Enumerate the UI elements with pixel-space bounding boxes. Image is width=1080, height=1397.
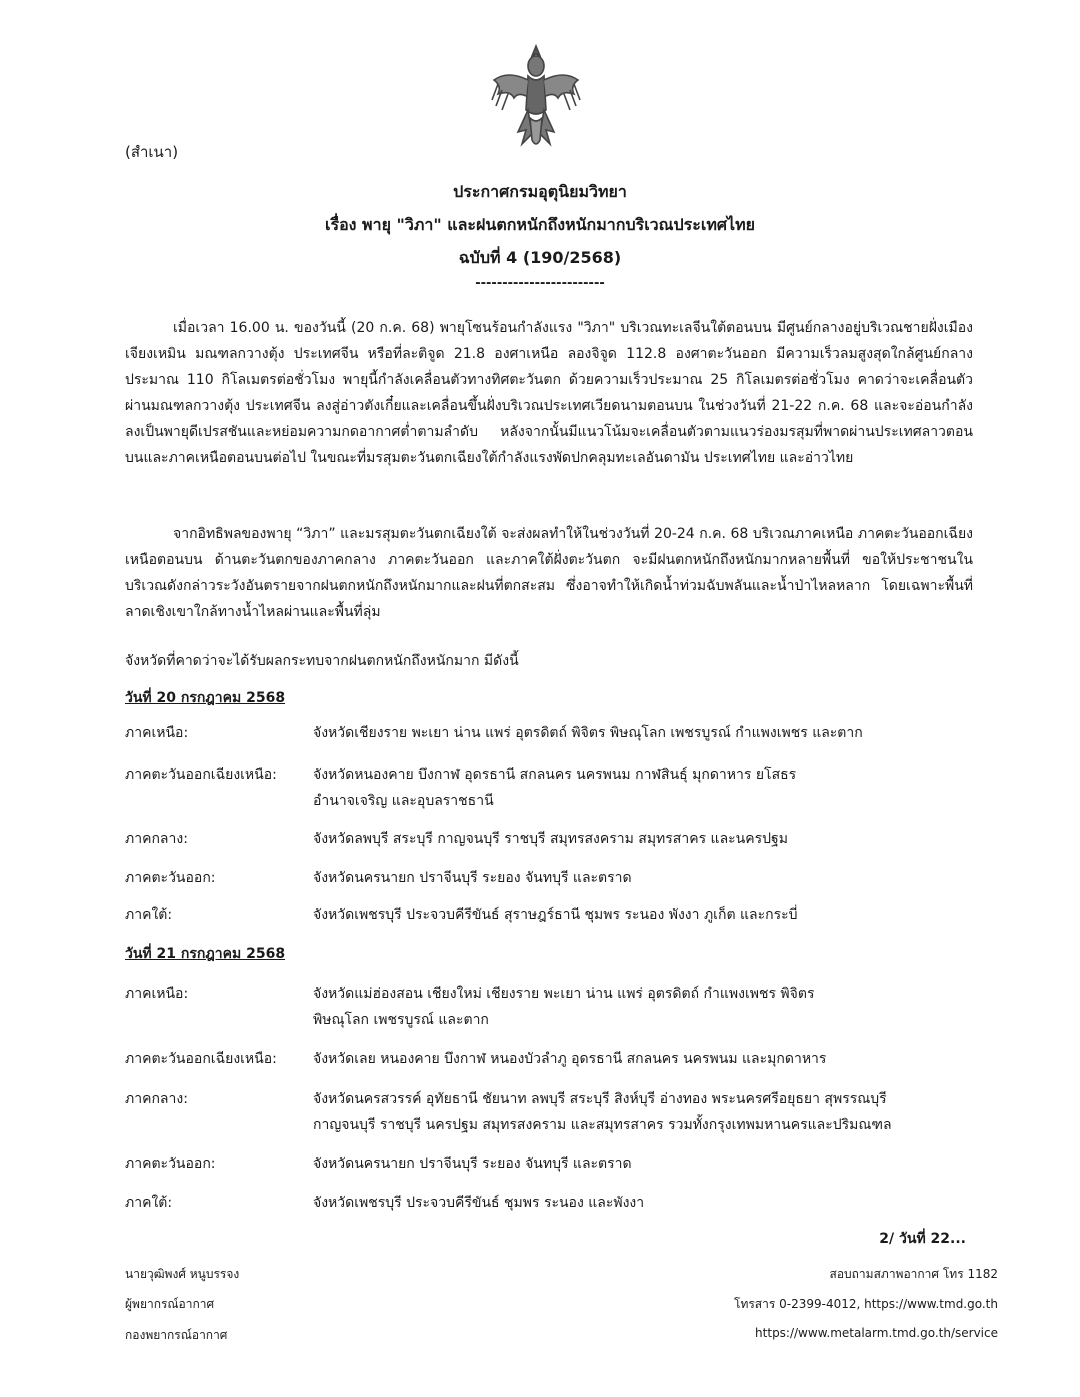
region-name: ภาคตะวันออกเฉียงเหนือ: [125,1051,277,1067]
region-name: ภาคตะวันออกเฉียงเหนือ: [125,767,277,783]
contact-fax-website[interactable]: โทรสาร 0-2399-4012, https://www.tmd.go.th [734,1297,998,1311]
province-list: จังหวัดหนองคาย บึงกาฬ อุดรธานี สกลนคร นครพนม กาฬสินธุ์ มุกดาหาร ยโสธร [313,767,797,783]
region-row [125,720,985,746]
province-list-intro: จังหวัดที่คาดว่าจะได้รับผลกระทบจากฝนตกหนักถึงหนักมาก มีดังนี้ [125,653,519,669]
region-row [125,1151,985,1177]
province-list-continued: พิษณุโลก เพชรบูรณ์ และตาก [313,1012,489,1028]
paragraph-rain-impact: จากอิทธิพลของพายุ “วิภา” และมรสุมตะวันตกเฉียงใต้ จะส่งผลทำให้ในช่วงวันที่ 20-24 ก.ค. 68 บริเวณภาคเหนือ ภาคตะวันออกเฉียงเหนือตอนบน ด้านตะวันตกของภาคกลาง ภาคตะวันออก และภาคใต้ฝั่งตะวันตก จะมีฝนตกหนักถึงหนักมากหลายพื้นที่ ขอให้ประชาชนในบริเวณดังกล่าวระวังอันตรายจากฝนตกหนักถึงหนักมากและฝนที่ตกสะสม ซึ่งอาจทำให้เกิดน้ำท่วมฉับพลันและน้ำป่าไหลหลาก โดยเฉพาะพื้นที่ลาดเชิงเขาใกล้ทางน้ำไหลผ่านและพื้นที่ลุ่ม [125,526,973,620]
region-row [125,902,985,928]
province-list: จังหวัดเชียงราย พะเยา น่าน แพร่ อุตรดิตถ์ พิจิตร พิษณุโลก เพชรบูรณ์ กำแพงเพชร และตาก [313,725,863,741]
region-name: ภาคใต้: [125,1195,173,1211]
region-row [125,1046,985,1072]
region-name: ภาคกลาง: [125,1091,188,1107]
region-row [125,865,985,891]
forecaster-division: กองพยากรณ์อากาศ [125,1328,228,1342]
province-list: จังหวัดเลย หนองคาย บึงกาฬ หนองบัวลำภู อุดรธานี สกลนคร นครพนม และมุกดาหาร [313,1051,827,1067]
region-row [125,1086,985,1138]
region-row [125,981,985,1033]
region-name: ภาคเหนือ: [125,725,189,741]
garuda-emblem-icon [488,40,584,152]
province-list: จังหวัดแม่ฮ่องสอน เชียงใหม่ เชียงราย พะเยา น่าน แพร่ อุตรดิตถ์ กำแพงเพชร พิจิตร [313,986,815,1002]
province-list: จังหวัดลพบุรี สระบุรี กาญจนบุรี ราชบุรี สมุทรสงคราม สมุทรสาคร และนครปฐม [313,831,788,847]
province-list: จังหวัดนครนายก ปราจีนบุรี ระยอง จันทบุรี และตราด [313,1156,632,1172]
contact-phone: สอบถามสภาพอากาศ โทร 1182 [829,1267,998,1281]
date-heading-day2: วันที่ 21 กรกฎาคม 2568 [125,946,286,962]
announcement-number: ฉบับที่ 4 (190/2568) [458,248,622,267]
forecaster-name: นายวุฒิพงศ์ หนูบรรจง [125,1267,240,1281]
province-list: จังหวัดนครสวรรค์ อุทัยธานี ชัยนาท ลพบุรี สระบุรี สิงห์บุรี อ่างทอง พระนครศรีอยุธยา สุพรรณบุรี [313,1091,887,1107]
announcement-subject: เรื่อง พายุ "วิภา" และฝนตกหนักถึงหนักมากบริเวณประเทศไทย [325,215,755,234]
region-name: ภาคเหนือ: [125,986,189,1002]
province-list: จังหวัดเพชรบุรี ประจวบคีรีขันธ์ สุราษฎร์ธานี ชุมพร ระนอง พังงา ภูเก็ต และกระบี่ [313,907,798,923]
region-row [125,762,985,814]
forecaster-title: ผู้พยากรณ์อากาศ [125,1297,215,1311]
region-name: ภาคตะวันออก: [125,870,216,886]
province-list: จังหวัดนครนายก ปราจีนบุรี ระยอง จันทบุรี และตราด [313,870,632,886]
region-row [125,826,985,852]
date-heading-day1: วันที่ 20 กรกฎาคม 2568 [125,690,286,706]
province-list-continued: กาญจนบุรี ราชบุรี นครปฐม สมุทรสงคราม และสมุทรสาคร รวมทั้งกรุงเทพมหานครและปริมณฑล [313,1117,892,1133]
paragraph-storm-status: เมื่อเวลา 16.00 น. ของวันนี้ (20 ก.ค. 68) พายุโซนร้อนกำลังแรง "วิภา" บริเวณทะเลจีนใต้ตอนบน มีศูนย์กลางอยู่บริเวณชายฝั่งเมืองเจียงเหมิน มณฑลกวางตุ้ง ประเทศจีน หรือที่ละติจูด 21.8 องศาเหนือ ลองจิจูด 112.8 องศาตะวันออก มีความเร็วลมสูงสุดใกล้ศูนย์กลางประมาณ 110 กิโลเมตรต่อชั่วโมง พายุนี้กำลังเคลื่อนตัวทางทิศตะวันตก ด้วยความเร็วประมาณ 25 กิโลเมตรต่อชั่วโมง คาดว่าจะเคลื่อนตัวผ่านมณฑลกวางตุ้ง ประเทศจีน ลงสู่อ่าวตังเกี๋ยและเคลื่อนขึ้นฝั่งบริเวณประเทศเวียดนามตอนบน ในช่วงวันที่ 21-22 ก.ค. 68 และจะอ่อนกำลังลงเป็นพายุดีเปรสชันและหย่อมความกดอากาศต่ำตามลำดับ หลังจากนั้นมีแนวโน้มจะเคลื่อนตัวตามแนวร่องมรสุมที่พาดผ่านประเทศลาวตอนบนและภาคเหนือตอนบนต่อไป ในขณะที่มรสุมตะวันตกเฉียงใต้กำลังแรงพัดปกคลุมทะเลอันดามัน ประเทศไทย และอ่าวไทย [125,320,973,466]
announcement-title: ประกาศกรมอุตุนิยมวิทยา [453,182,627,201]
province-list-continued: อำนาจเจริญ และอุบลราชธานี [313,793,494,809]
region-name: ภาคกลาง: [125,831,188,847]
region-name: ภาคใต้: [125,907,173,923]
region-name: ภาคตะวันออก: [125,1156,216,1172]
service-link[interactable]: https://www.metalarm.tmd.go.th/service [755,1326,998,1340]
region-row [125,1190,985,1216]
next-page-indicator: 2/ วันที่ 22... [879,1231,966,1247]
copy-label: (สำเนา) [125,143,179,161]
province-list: จังหวัดเพชรบุรี ประจวบคีรีขันธ์ ชุมพร ระนอง และพังงา [313,1195,645,1211]
title-divider: ------------------------ [475,276,605,291]
